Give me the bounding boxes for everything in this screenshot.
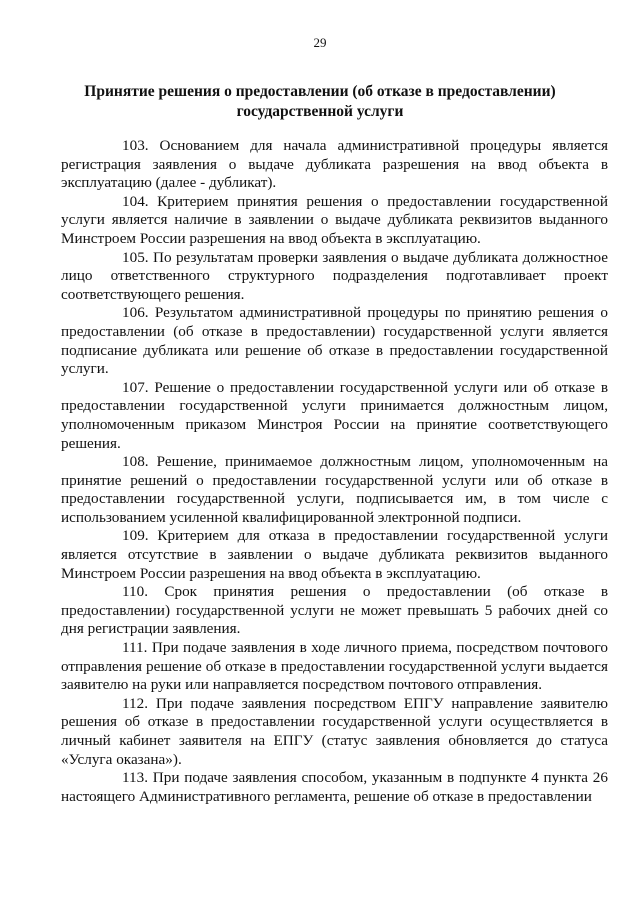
paragraph-106: 106. Результатом административной процедуры по принятию решения о предоставлении (об отказе в предоставлении) государственной услуги является подписание дубликата или решение об отказе в предоставлении государственной услуги. bbox=[61, 304, 608, 378]
section-heading-line-2: государственной услуги bbox=[236, 103, 404, 120]
paragraph-113: 113. При подаче заявления способом, указанным в подпункте 4 пункта 26 настоящего Административного регламента, решение об отказе в предоставлении bbox=[61, 769, 608, 805]
paragraph-109: 109. Критерием для отказа в предоставлении государственной услуги является отсутствие в заявлении о выдаче дубликата реквизитов выданного Минстроем России разрешения на ввод объекта в эксплуатацию. bbox=[61, 527, 608, 582]
section-heading-line-1: Принятие решения о предоставлении (об отказе в предоставлении) bbox=[84, 83, 556, 100]
paragraph-110: 110. Срок принятия решения о предоставлении (об отказе в предоставлении) государственной услуги не может превышать 5 рабочих дней со дня регистрации заявления. bbox=[61, 583, 608, 638]
paragraph-112: 112. При подаче заявления посредством ЕПГУ направление заявителю решения об отказе в предоставлении государственной услуги осуществляется в личный кабинет заявителя на ЕПГУ (статус заявления обновляется до статуса «Услуга оказана»). bbox=[61, 694, 608, 768]
paragraph-111: 111. При подаче заявления в ходе личного приема, посредством почтового отправления решение об отказе в предоставлении государственной услуги выдается заявителю на руки или направляется посредством почтового отправления. bbox=[61, 639, 608, 694]
paragraph-104: 104. Критерием принятия решения о предоставлении государственной услуги является наличие в заявлении о выдаче дубликата реквизитов выданного Минстроем России разрешения на ввод объекта в эксплуатацию. bbox=[61, 192, 608, 247]
paragraph-107: 107. Решение о предоставлении государственной услуги или об отказе в предоставлении государственной услуги принимается должностным лицом, уполномоченным приказом Минстроя России на принятие соответствующего решения. bbox=[61, 378, 608, 452]
page-number: 29 bbox=[313, 35, 327, 50]
paragraph-105: 105. По результатам проверки заявления о выдаче дубликата должностное лицо ответственного структурного подразделения подготавливает проект соответствующего решения. bbox=[61, 248, 608, 303]
section-heading bbox=[60, 82, 580, 122]
paragraph-103: 103. Основанием для начала административной процедуры является регистрация заявления о выдаче дубликата разрешения на ввод объекта в эксплуатацию (далее - дубликат). bbox=[61, 137, 608, 192]
paragraph-108: 108. Решение, принимаемое должностным лицом, уполномоченным на принятие решений о предоставлении государственной услуги или об отказе в предоставлении государственной услуги, подписывается им, в том числе с использованием усиленной квалифицированной электронной подписи. bbox=[61, 453, 608, 526]
document-body bbox=[61, 137, 608, 806]
